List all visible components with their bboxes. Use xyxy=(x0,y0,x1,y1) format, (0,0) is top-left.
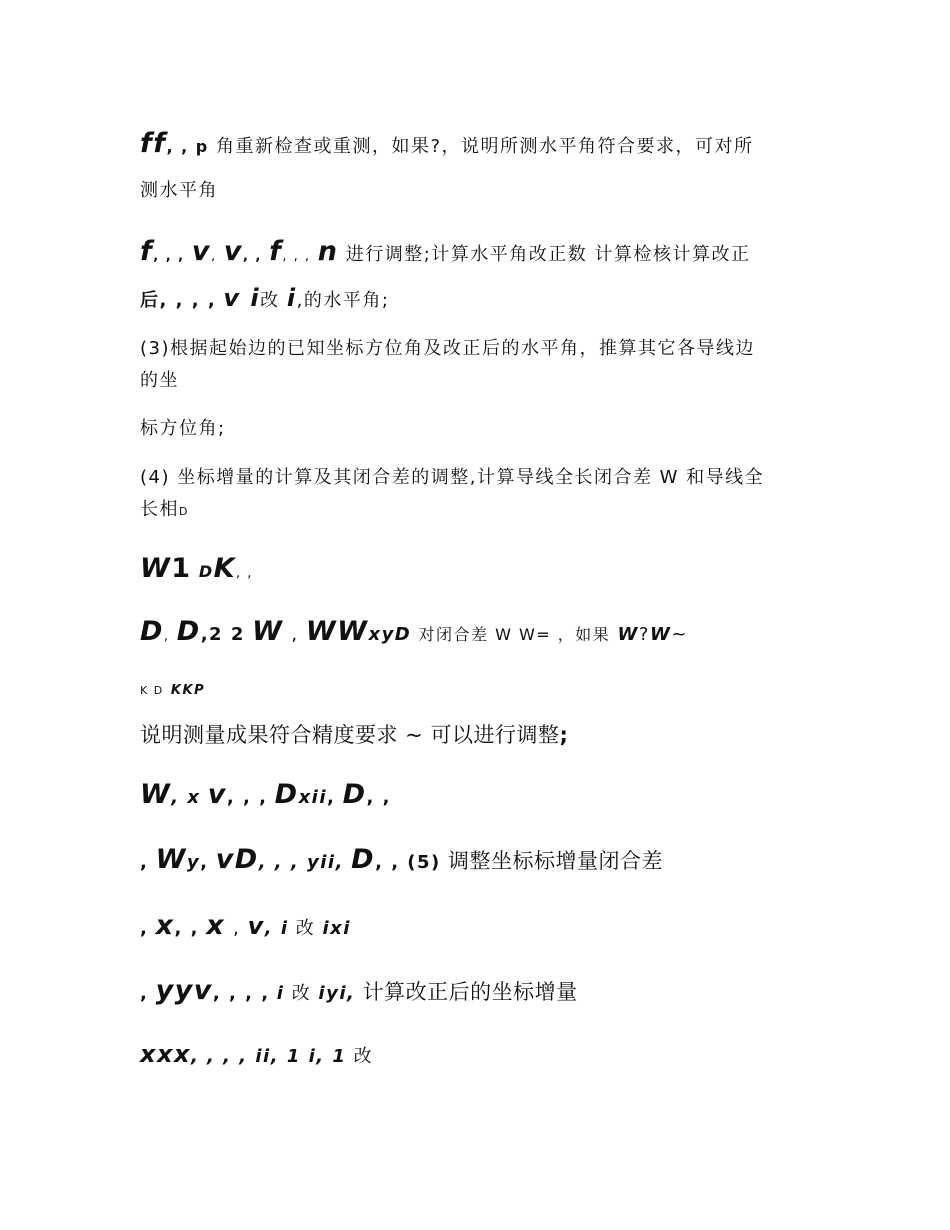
math-sub: , xyxy=(140,852,149,873)
math-sub: , xyxy=(327,787,336,808)
math-sub: iyi, xyxy=(318,983,356,1004)
math-sub: y xyxy=(186,852,201,873)
math-sub: , i xyxy=(264,918,289,939)
math-sub: , , , xyxy=(153,249,185,264)
math-sub: , , xyxy=(174,918,199,939)
text-line-5: (3)根据起始边的已知坐标方位角及改正后的水平角，推算其它各导线边 xyxy=(140,338,755,359)
text-run: 角重新检查或重测，如果?，说明所测水平角符合要求，可对所 xyxy=(215,136,754,157)
text-line-2: 测水平角 xyxy=(140,180,218,201)
math-sub: K D xyxy=(140,684,164,697)
text-run: , xyxy=(291,624,299,645)
math-sub: ixi xyxy=(322,918,351,939)
math-sub: , , (5) xyxy=(375,852,441,873)
math-sub: , xyxy=(140,983,149,1004)
text-run: 改 xyxy=(353,1046,374,1067)
math-var: W xyxy=(252,616,284,647)
text-line-13 xyxy=(140,723,820,748)
text-line-1 xyxy=(140,128,820,160)
math-sub: , , , , xyxy=(212,983,270,1004)
math-num: 1 xyxy=(171,553,192,584)
math-var: yyv xyxy=(155,975,213,1006)
math-var: D xyxy=(140,616,164,647)
math-sub: i xyxy=(276,983,285,1004)
math-sub: D xyxy=(179,505,189,518)
text-run: ~ xyxy=(671,624,688,645)
math-var: n xyxy=(317,236,339,267)
text-run: 计算改正后的坐标增量 xyxy=(362,980,578,1004)
text-run: 说明测量成果符合精度要求 ~ 可以进行调整 xyxy=(140,723,560,747)
text-line-17 xyxy=(140,975,820,1007)
text-run: , xyxy=(233,918,241,939)
math-sub: , , , xyxy=(282,249,311,264)
text-run: ,的水平角; xyxy=(296,290,390,311)
math-sub: , , , xyxy=(226,787,268,808)
math-sub: , , xyxy=(242,249,262,264)
math-var: W xyxy=(617,624,639,645)
math-var: K xyxy=(213,553,237,584)
math-var: v i xyxy=(223,284,261,312)
math-var: x xyxy=(206,910,226,941)
math-var: W xyxy=(140,779,172,810)
math-sub: , , xyxy=(236,566,253,581)
math-var: f xyxy=(140,236,154,267)
math-var: xxx xyxy=(140,1040,191,1068)
math-var: D xyxy=(176,616,201,647)
text-run: 后, , , , xyxy=(140,290,217,311)
text-line-14 xyxy=(140,779,820,811)
math-var: v xyxy=(191,236,211,267)
text-run: 改 xyxy=(291,983,312,1004)
math-var: W xyxy=(140,553,172,584)
math-var: W xyxy=(649,624,672,645)
text-run: 进行调整;计算水平角改正数 计算检核计算改正 xyxy=(345,244,751,265)
text-line-4 xyxy=(140,284,820,313)
text-line-8: (4) 坐标增量的计算及其闭合差的调整,计算导线全长闭合差 W 和导线全 xyxy=(140,467,765,488)
math-var: v xyxy=(207,779,227,810)
text-run: 调整坐标标增量闭合差 xyxy=(448,849,664,873)
math-sub: , , , yii, xyxy=(258,852,344,873)
text-run: 对闭合差 W W= ，如果 xyxy=(418,625,611,644)
text-line-10 xyxy=(140,553,820,585)
math-sub: , , xyxy=(366,787,391,808)
text-line-11 xyxy=(140,616,820,648)
text-run: ; xyxy=(559,723,569,747)
math-sub: , xyxy=(163,629,170,644)
text-line-3 xyxy=(140,236,820,268)
math-var: D xyxy=(342,779,367,810)
text-line-18 xyxy=(140,1040,820,1069)
math-var: v xyxy=(223,236,243,267)
text-line-15 xyxy=(140,844,820,876)
math-sub: xyD xyxy=(368,624,412,645)
math-sub: ,2 2 xyxy=(200,624,245,645)
math-var: WW xyxy=(305,616,369,647)
math-var: KKP xyxy=(170,683,206,698)
math-sub: , xyxy=(210,249,217,264)
text-line-12 xyxy=(140,678,820,700)
math-var: vD xyxy=(215,844,259,875)
math-sub: , xyxy=(140,918,149,939)
text-run: 长相 xyxy=(140,499,179,520)
math-var: W xyxy=(155,844,187,875)
math-sub: , , , , ii, 1 i, 1 xyxy=(190,1046,347,1067)
text-line-6: 的坐 xyxy=(140,370,179,391)
text-line-9 xyxy=(140,499,820,521)
math-sub: xii xyxy=(298,787,328,808)
math-sub: , x xyxy=(171,787,201,808)
text-line-7: 标方位角; xyxy=(140,418,226,439)
math-sub: D xyxy=(198,562,214,581)
math-sub: , , p xyxy=(166,137,209,156)
text-run: 改 xyxy=(295,918,316,939)
math-var: f xyxy=(269,236,283,267)
math-var: D xyxy=(351,844,376,875)
math-var: ff xyxy=(140,128,167,159)
math-var: i xyxy=(286,284,297,312)
math-sub: , xyxy=(200,852,209,873)
text-run: ? xyxy=(638,624,650,645)
text-line-16 xyxy=(140,910,820,942)
math-var: x xyxy=(155,910,175,941)
text-run: 改 xyxy=(260,290,280,311)
math-var: D xyxy=(274,779,299,810)
math-var: v xyxy=(247,912,265,940)
